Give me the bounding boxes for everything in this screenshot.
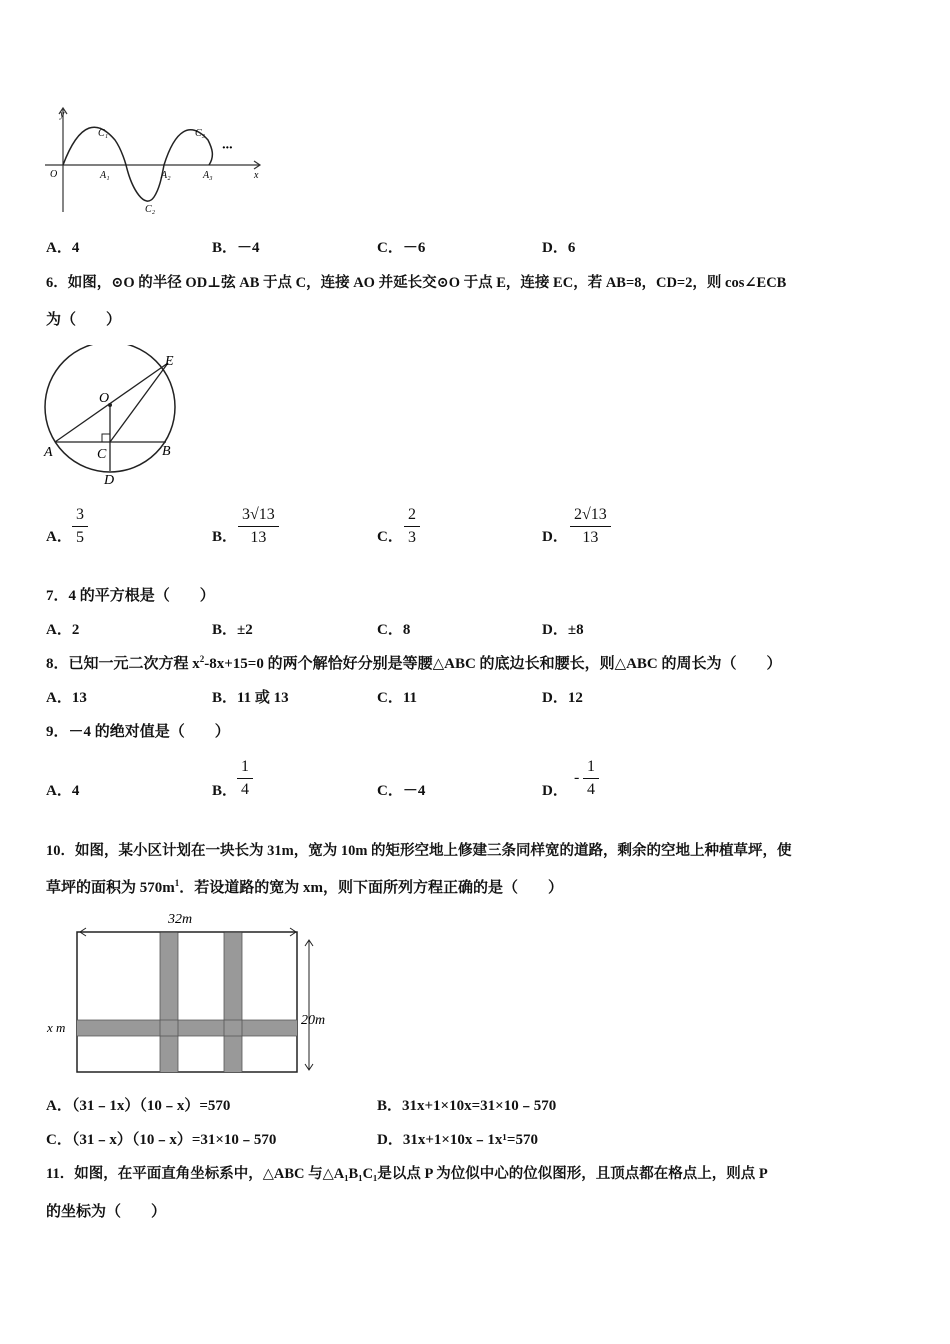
q10-field-rect — [77, 932, 297, 1072]
q6-stem-line1: 6．如图，⊙O 的半径 OD⊥弦 AB 于点 C，连接 AO 并延长交⊙O 于点 E，连接 EC，若 AB=8，CD=2，则 cos∠ECB — [46, 275, 787, 291]
q6-option-a-numerator: 3 — [72, 506, 88, 527]
q6-line-ae — [55, 363, 168, 442]
q6-option-b-label[interactable]: B． — [212, 529, 238, 545]
q10-stem-line2-pre: 草坪的面积为 570m — [46, 880, 175, 896]
q6-option-c-fraction — [404, 506, 420, 547]
q6-circle-figure — [40, 345, 185, 490]
q9-option-d-denominator: 4 — [587, 781, 595, 798]
q9-option-b-fraction — [237, 758, 253, 799]
q5-a2-label: A₂ — [161, 170, 171, 181]
q9-option-b-denominator: 4 — [241, 781, 249, 798]
q10-option-d[interactable]: D．31x+1×10x﹣1x¹=570 — [377, 1132, 538, 1148]
q10-option-c[interactable]: C．（31﹣x）（10﹣x）=31×10﹣570 — [46, 1132, 277, 1148]
q7-option-c[interactable]: C．8 — [377, 622, 411, 638]
q9-option-d-label[interactable]: D． — [542, 783, 568, 799]
q10-stem-line2-post: ．若设道路的宽为 xm，则下面所列方程正确的是（ ） — [179, 880, 563, 896]
q9-option-d-numerator: 1 — [583, 758, 599, 779]
q8-stem-pre: 8．已知一元二次方程 x — [46, 656, 200, 672]
q5-option-b[interactable]: B．－4 — [212, 240, 260, 256]
q6-option-b-numerator: 3√13 — [238, 506, 279, 527]
q9-option-b-label[interactable]: B． — [212, 783, 238, 799]
q6-option-a-label[interactable]: A． — [46, 529, 72, 545]
q6-option-a-fraction — [72, 506, 88, 547]
q8-option-b[interactable]: B．11 或 13 — [212, 690, 289, 706]
q5-origin-label: O — [50, 169, 58, 180]
q6-option-b-fraction — [238, 506, 279, 547]
q9-stem: 9．－4 的绝对值是（ ） — [46, 724, 230, 740]
q6-label-b: B — [162, 444, 171, 459]
q6-option-c-label[interactable]: C． — [377, 529, 403, 545]
q10-width-label: 20m — [301, 1013, 326, 1028]
q8-option-a[interactable]: A．13 — [46, 690, 87, 706]
q6-right-angle-mark — [102, 434, 110, 442]
q6-label-d: D — [104, 473, 115, 488]
q8-stem-exponent: 2 — [199, 654, 205, 664]
q5-y-label: y — [60, 109, 65, 120]
q6-label-o: O — [99, 391, 110, 406]
q10-length-label: 32m — [168, 912, 193, 927]
q8-option-d[interactable]: D．12 — [542, 690, 583, 706]
q6-label-e: E — [165, 354, 174, 369]
q6-option-d-fraction — [570, 506, 611, 547]
q5-option-d[interactable]: D．6 — [542, 240, 576, 256]
q10-road-vertical-1 — [160, 932, 178, 1072]
q10-road-horizontal — [77, 1020, 297, 1036]
q10-option-a[interactable]: A．（31﹣1x）（10﹣x）=570 — [46, 1098, 231, 1114]
q6-label-a: A — [44, 445, 53, 460]
q5-x-label: x — [254, 170, 259, 181]
q5-c3-label: C₃ — [195, 128, 206, 139]
q6-option-b-denominator: 13 — [250, 529, 267, 546]
q5-ellipsis: ··· — [222, 141, 233, 156]
q10-option-b[interactable]: B．31x+1×10x=31×10﹣570 — [377, 1098, 557, 1114]
q6-line-ec — [110, 363, 168, 442]
q9-option-a[interactable]: A．4 — [46, 783, 80, 799]
q8-stem — [46, 652, 782, 673]
q6-option-d-numerator: 2√13 — [570, 506, 611, 527]
q10-stem-line2-exponent: 1 — [174, 878, 180, 888]
q8-option-c[interactable]: C．11 — [377, 690, 418, 706]
q6-option-a-denominator: 5 — [76, 529, 84, 546]
q6-option-d-label[interactable]: D． — [542, 529, 568, 545]
q7-stem: 7．4 的平方根是（ ） — [46, 588, 215, 604]
q10-road-vertical-2 — [224, 932, 242, 1072]
q7-option-b[interactable]: B．±2 — [212, 622, 253, 638]
q9-option-b-numerator: 1 — [237, 758, 253, 779]
q10-road-figure — [44, 908, 344, 1078]
q6-option-c-numerator: 2 — [404, 506, 420, 527]
q5-option-a[interactable]: A．4 — [46, 240, 80, 256]
q5-a1-label: A₁ — [100, 170, 110, 181]
q7-option-a[interactable]: A．2 — [46, 622, 80, 638]
q5-option-c[interactable]: C．－6 — [377, 240, 426, 256]
q10-stem-line2 — [46, 876, 563, 897]
q6-option-d-denominator: 13 — [582, 529, 599, 546]
q8-stem-post: -8x+15=0 的两个解恰好分别是等腰△ABC 的底边长和腰长，则△ABC 的周长为（ ） — [204, 656, 782, 672]
q11-stem-line2: 的坐标为（ ） — [46, 1204, 167, 1220]
q5-c2-label: C₂ — [145, 204, 156, 215]
q6-stem-line2: 为（ ） — [46, 312, 122, 328]
q11-stem-line1: 11．如图，在平面直角坐标系中，△ABC 与△A₁B₁C₁是以点 P 为位似中心的位似图形，且顶点都在格点上，则点 P — [46, 1166, 768, 1182]
q9-option-d-sign: - — [574, 769, 580, 786]
q5-a3-label: A₃ — [203, 170, 213, 181]
q10-road-label: x m — [47, 1020, 66, 1035]
q9-option-d-fraction — [583, 758, 599, 799]
q5-wave-figure — [40, 100, 270, 220]
q5-wave-curve — [63, 127, 212, 201]
q5-c1-label: C₁ — [98, 128, 109, 139]
q7-option-d[interactable]: D．±8 — [542, 622, 584, 638]
q6-option-c-denominator: 3 — [408, 529, 416, 546]
q6-label-c: C — [97, 447, 107, 462]
q9-option-c[interactable]: C．－4 — [377, 783, 426, 799]
q10-stem-line1: 10．如图，某小区计划在一块长为 31m，宽为 10m 的矩形空地上修建三条同样宽的道路，剩余的空地上种植草坪，使 — [46, 843, 792, 859]
